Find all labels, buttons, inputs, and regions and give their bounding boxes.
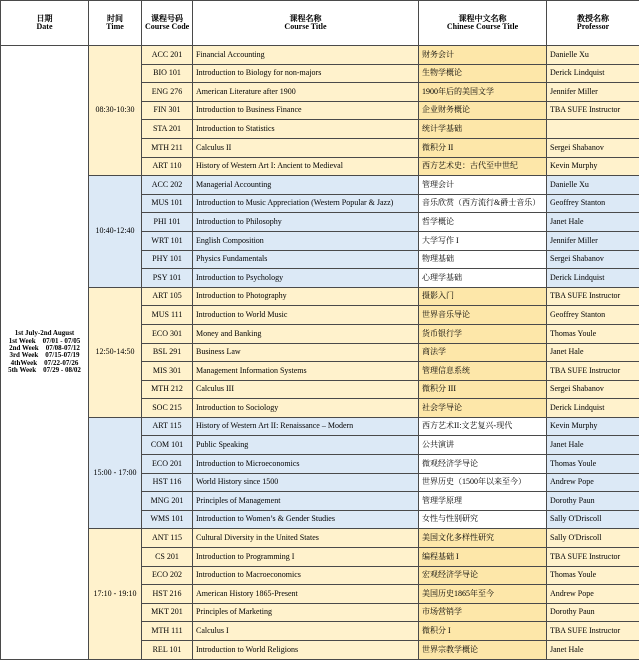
course-title-cell: Cultural Diversity in the United States xyxy=(193,529,419,548)
header-title xyxy=(193,1,419,46)
course-code-cell: BSL 291 xyxy=(142,343,193,362)
professor-cell: Janet Hale xyxy=(547,213,639,232)
professor-cell: TBA SUFE Instructor xyxy=(547,362,639,381)
header-chinese-title-en: Chinese Course Title xyxy=(446,22,519,31)
professor-cell: Derick Lindquist xyxy=(547,399,639,418)
course-code-cell: ART 105 xyxy=(142,287,193,306)
header-chinese-title-cn: 课程中文名称 xyxy=(458,13,507,23)
course-code-cell: MIS 301 xyxy=(142,362,193,381)
chinese-title-cell: 哲学概论 xyxy=(419,213,547,232)
course-title-cell: History of Western Art I: Ancient to Medieval xyxy=(193,157,419,176)
chinese-title-cell: 管理学原理 xyxy=(419,492,547,511)
chinese-title-cell: 管理信息系统 xyxy=(419,362,547,381)
course-code-cell: PSY 101 xyxy=(142,269,193,288)
date-range-label: 1st July-2nd August xyxy=(14,329,75,338)
course-code-cell: HST 216 xyxy=(142,585,193,604)
course-title-cell: English Composition xyxy=(193,231,419,250)
week-range-label: 5th Week 07/29 - 08/02 xyxy=(8,365,81,374)
time-slot-cell: 15:00 - 17:00 xyxy=(89,417,142,529)
professor-cell: TBA SUFE Instructor xyxy=(547,287,639,306)
course-code-cell: ANT 115 xyxy=(142,529,193,548)
professor-cell: Sally O'Driscoll xyxy=(547,510,639,529)
course-title-cell: Introduction to Music Appreciation (Western Popular & Jazz) xyxy=(193,194,419,213)
chinese-title-cell: 管理会计 xyxy=(419,176,547,195)
header-professor-en: Professor xyxy=(576,22,610,31)
chinese-title-cell: 商法学 xyxy=(419,343,547,362)
chinese-title-cell: 微观经济学导论 xyxy=(419,455,547,474)
course-title-cell: Introduction to Philosophy xyxy=(193,213,419,232)
header-title-en: Course Title xyxy=(284,22,327,31)
chinese-title-cell: 西方艺术II:文艺复兴-现代 xyxy=(419,417,547,436)
course-title-cell: History of Western Art II: Renaissance – Modern xyxy=(193,417,419,436)
professor-cell: Andrew Pope xyxy=(547,585,639,604)
chinese-title-cell: 1900年后的美国文学 xyxy=(419,83,547,102)
professor-cell: TBA SUFE Instructor xyxy=(547,622,639,641)
professor-cell: Derick Lindquist xyxy=(547,64,639,83)
professor-cell: Jennifer Miller xyxy=(547,231,639,250)
header-date xyxy=(1,1,89,46)
course-code-cell: CS 201 xyxy=(142,548,193,567)
course-code-cell: ENG 276 xyxy=(142,83,193,102)
professor-cell: Sergei Shabanov xyxy=(547,380,639,399)
week-range-label: 1st Week 07/01 - 07/05 xyxy=(8,336,81,345)
professor-cell: Janet Hale xyxy=(547,343,639,362)
course-title-cell: Introduction to Programming I xyxy=(193,548,419,567)
chinese-title-cell: 微积分 I xyxy=(419,622,547,641)
course-code-cell: SOC 215 xyxy=(142,399,193,418)
chinese-title-cell: 摄影入门 xyxy=(419,287,547,306)
professor-cell: Dorothy Paun xyxy=(547,492,639,511)
header-code-cn: 课程号码 xyxy=(151,13,183,23)
chinese-title-cell: 美国文化多样性研究 xyxy=(419,529,547,548)
course-title-cell: Calculus III xyxy=(193,380,419,399)
time-slot-cell: 10:40-12:40 xyxy=(89,176,142,288)
course-code-cell: ACC 201 xyxy=(142,46,193,65)
course-title-cell: Introduction to Microeconomics xyxy=(193,455,419,474)
course-code-cell: BIO 101 xyxy=(142,64,193,83)
week-range-label: 2nd Week 07/08-07/12 xyxy=(9,343,80,352)
header-time xyxy=(89,1,142,46)
course-title-cell: Principles of Marketing xyxy=(193,603,419,622)
table-row xyxy=(1,287,639,306)
header-chinese-title xyxy=(419,1,547,46)
chinese-title-cell: 世界音乐导论 xyxy=(419,306,547,325)
table-row xyxy=(1,176,639,195)
course-code-cell: PHY 101 xyxy=(142,250,193,269)
course-title-cell: Introduction to Biology for non-majors xyxy=(193,64,419,83)
course-code-cell: ACC 202 xyxy=(142,176,193,195)
course-code-cell: FIN 301 xyxy=(142,101,193,120)
time-slot-cell: 17:10 - 19:10 xyxy=(89,529,142,659)
professor-cell: Sergei Shabanov xyxy=(547,138,639,157)
header-title-cn: 课程名称 xyxy=(289,13,322,23)
course-code-cell: MTH 111 xyxy=(142,622,193,641)
course-title-cell: Introduction to Women’s & Gender Studies xyxy=(193,510,419,529)
professor-cell: Thomas Youle xyxy=(547,566,639,585)
header-code xyxy=(142,1,193,46)
table-row xyxy=(1,417,639,436)
course-code-cell: COM 101 xyxy=(142,436,193,455)
chinese-title-cell: 公共演讲 xyxy=(419,436,547,455)
course-title-cell: Public Speaking xyxy=(193,436,419,455)
course-code-cell: MUS 101 xyxy=(142,194,193,213)
chinese-title-cell: 财务会计 xyxy=(419,46,547,65)
table-row xyxy=(1,529,639,548)
course-title-cell: Money and Banking xyxy=(193,324,419,343)
course-title-cell: Business Law xyxy=(193,343,419,362)
chinese-title-cell: 货币银行学 xyxy=(419,324,547,343)
professor-cell xyxy=(547,120,639,139)
course-title-cell: Introduction to World Music xyxy=(193,306,419,325)
time-slot-cell: 12:50-14:50 xyxy=(89,287,142,417)
course-title-cell: American Literature after 1900 xyxy=(193,83,419,102)
professor-cell: Thomas Youle xyxy=(547,324,639,343)
table-row xyxy=(1,46,639,65)
chinese-title-cell: 编程基础 I xyxy=(419,548,547,567)
professor-cell: Janet Hale xyxy=(547,641,639,660)
professor-cell: Dorothy Paun xyxy=(547,603,639,622)
course-code-cell: MKT 201 xyxy=(142,603,193,622)
course-code-cell: WMS 101 xyxy=(142,510,193,529)
header-code-en: Course Code xyxy=(145,22,190,31)
professor-cell: Sergei Shabanov xyxy=(547,250,639,269)
chinese-title-cell: 宏观经济学导论 xyxy=(419,566,547,585)
chinese-title-cell: 物理基础 xyxy=(419,250,547,269)
chinese-title-cell: 女性与性别研究 xyxy=(419,510,547,529)
course-code-cell: ART 110 xyxy=(142,157,193,176)
date-range-cell xyxy=(1,46,89,660)
chinese-title-cell: 微积分 III xyxy=(419,380,547,399)
header-date-cn: 日期 xyxy=(36,13,53,23)
header-time-cn: 时间 xyxy=(107,13,123,23)
professor-cell: Janet Hale xyxy=(547,436,639,455)
course-code-cell: ART 115 xyxy=(142,417,193,436)
chinese-title-cell: 世界宗教学概论 xyxy=(419,641,547,660)
professor-cell: Jennifer Miller xyxy=(547,83,639,102)
professor-cell: Andrew Pope xyxy=(547,473,639,492)
course-code-cell: MNG 201 xyxy=(142,492,193,511)
header-row xyxy=(1,1,639,46)
header-professor xyxy=(547,1,639,46)
professor-cell: Geoffrey Stanton xyxy=(547,306,639,325)
course-title-cell: Calculus I xyxy=(193,622,419,641)
professor-cell: TBA SUFE Instructor xyxy=(547,548,639,567)
chinese-title-cell: 心理学基础 xyxy=(419,269,547,288)
chinese-title-cell: 市场营销学 xyxy=(419,603,547,622)
professor-cell: TBA SUFE Instructor xyxy=(547,101,639,120)
course-title-cell: Introduction to Macroeconomics xyxy=(193,566,419,585)
course-title-cell: Calculus II xyxy=(193,138,419,157)
chinese-title-cell: 美国历史1865年至今 xyxy=(419,585,547,604)
professor-cell: Sally O'Driscoll xyxy=(547,529,639,548)
schedule-body xyxy=(1,46,639,660)
course-title-cell: Managerial Accounting xyxy=(193,176,419,195)
chinese-title-cell: 企业财务概论 xyxy=(419,101,547,120)
course-title-cell: Introduction to Psychology xyxy=(193,269,419,288)
chinese-title-cell: 大学写作 I xyxy=(419,231,547,250)
course-title-cell: Physics Fundamentals xyxy=(193,250,419,269)
chinese-title-cell: 世界历史（1500年以来至今） xyxy=(419,473,547,492)
professor-cell: Thomas Youle xyxy=(547,455,639,474)
header-date-en: Date xyxy=(36,22,53,31)
course-code-cell: MUS 111 xyxy=(142,306,193,325)
professor-cell: Kevin Murphy xyxy=(547,157,639,176)
course-code-cell: REL 101 xyxy=(142,641,193,660)
chinese-title-cell: 统计学基础 xyxy=(419,120,547,139)
chinese-title-cell: 生物学概论 xyxy=(419,64,547,83)
chinese-title-cell: 西方艺术史：古代至中世纪 xyxy=(419,157,547,176)
header-time-en: Time xyxy=(106,22,124,31)
course-code-cell: MTH 212 xyxy=(142,380,193,399)
course-title-cell: Introduction to Business Finance xyxy=(193,101,419,120)
course-code-cell: MTH 211 xyxy=(142,138,193,157)
course-code-cell: ECO 301 xyxy=(142,324,193,343)
course-code-cell: ECO 201 xyxy=(142,455,193,474)
course-code-cell: HST 116 xyxy=(142,473,193,492)
professor-cell: Geoffrey Stanton xyxy=(547,194,639,213)
course-title-cell: American History 1865-Present xyxy=(193,585,419,604)
header-professor-cn: 教授名称 xyxy=(577,13,609,23)
chinese-title-cell: 社会学导论 xyxy=(419,399,547,418)
course-code-cell: WRT 101 xyxy=(142,231,193,250)
course-title-cell: Principles of Management xyxy=(193,492,419,511)
professor-cell: Danielle Xu xyxy=(547,46,639,65)
week-range-label: 3rd Week 07/15-07/19 xyxy=(9,351,80,360)
course-code-cell: ECO 202 xyxy=(142,566,193,585)
course-title-cell: Introduction to Photography xyxy=(193,287,419,306)
course-title-cell: Introduction to Sociology xyxy=(193,399,419,418)
chinese-title-cell: 微积分 II xyxy=(419,138,547,157)
course-code-cell: PHI 101 xyxy=(142,213,193,232)
professor-cell: Danielle Xu xyxy=(547,176,639,195)
course-title-cell: Management Information Systems xyxy=(193,362,419,381)
course-title-cell: Financial Accounting xyxy=(193,46,419,65)
chinese-title-cell: 音乐欣赏（西方流行&爵士音乐） xyxy=(419,194,547,213)
course-title-cell: World History since 1500 xyxy=(193,473,419,492)
professor-cell: Kevin Murphy xyxy=(547,417,639,436)
time-slot-cell: 08:30-10:30 xyxy=(89,46,142,176)
professor-cell: Derick Lindquist xyxy=(547,269,639,288)
course-title-cell: Introduction to World Religions xyxy=(193,641,419,660)
course-code-cell: STA 201 xyxy=(142,120,193,139)
week-range-label: 4thWeek 07/22-07/26 xyxy=(10,358,79,367)
course-title-cell: Introduction to Statistics xyxy=(193,120,419,139)
